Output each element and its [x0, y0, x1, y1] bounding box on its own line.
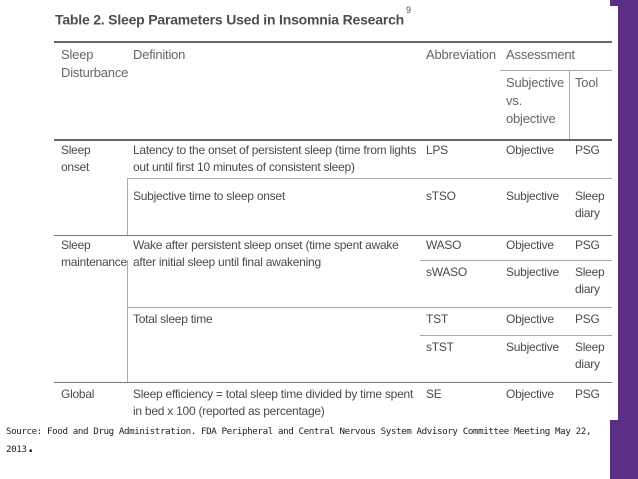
group-rule-onset [54, 235, 612, 236]
abbreviation-cell: sWASO [426, 265, 467, 279]
assessment-subheader-rule [500, 70, 612, 71]
row-rule-1 [127, 178, 612, 179]
assessment-cell: Subjective [506, 340, 559, 354]
tool-cell: PSG [575, 312, 600, 326]
tool-cell: Sleep diary [575, 189, 605, 220]
abbreviation-cell: sTSO [426, 189, 456, 203]
assessment-cell: Objective [506, 238, 554, 252]
group-global: Global [61, 387, 95, 401]
row-rule-2 [420, 260, 612, 261]
header-sleep-disturbance: Sleep Disturbance [61, 47, 129, 80]
definition-cell: Sleep efficiency = total sleep time divided by time spent in bed x 100 (reported as percentage) [133, 387, 414, 418]
assessment-cell: Objective [506, 143, 554, 157]
source-caption [6, 423, 604, 458]
maintenance-group-divider [127, 260, 128, 382]
header-definition: Definition [133, 47, 186, 62]
row-rule-4 [420, 335, 612, 336]
source-end-mark: . [26, 440, 35, 456]
row-rule-3 [127, 307, 612, 308]
abbreviation-cell: TST [426, 312, 448, 326]
header-subjective-vs-objective: Subjective vs. objective [506, 75, 564, 126]
table-title-text: Table 2. Sleep Parameters Used in Insomnia Research [55, 11, 405, 28]
tool-header-divider [569, 71, 570, 139]
assessment-cell: Subjective [506, 189, 559, 203]
table-title [55, 5, 411, 28]
abbreviation-cell: WASO [426, 238, 462, 252]
table-title-reference: 9 [406, 5, 411, 15]
abbreviation-cell: LPS [426, 143, 448, 157]
header-abbreviation: Abbreviation [426, 47, 496, 62]
assessment-cell: Objective [506, 312, 554, 326]
header-assessment: Assessment [506, 47, 575, 62]
onset-group-divider [127, 178, 128, 235]
tool-cell: PSG [575, 238, 600, 252]
group-sleep-maintenance: Sleep maintenance [61, 238, 127, 269]
group-rule-maintenance [54, 382, 612, 383]
definition-cell: Wake after persistent sleep onset (time spent awake after initial sleep until final awakening [133, 238, 399, 269]
tool-cell: Sleep diary [575, 340, 605, 371]
tool-cell: PSG [575, 143, 600, 157]
header-tool: Tool [575, 75, 599, 90]
definition-cell: Latency to the onset of persistent sleep (time from lights out until first 10 minutes of consistent sleep) [133, 143, 416, 174]
definition-cell: Subjective time to sleep onset [133, 189, 285, 203]
assessment-cell: Subjective [506, 265, 559, 279]
assessment-cell: Objective [506, 387, 554, 401]
tool-cell: Sleep diary [575, 265, 605, 296]
abbreviation-cell: SE [426, 387, 442, 401]
source-text: Source: Food and Drug Administration. FDA Peripheral and Central Nervous System Advisory Committee Meeting May 22, 2013 [6, 426, 591, 455]
tool-cell: PSG [575, 387, 600, 401]
group-sleep-onset: Sleep onset [61, 143, 91, 174]
header-top-rule [54, 41, 612, 43]
header-bottom-rule [54, 139, 612, 141]
definition-cell: Total sleep time [133, 312, 213, 326]
sleep-parameters-table [52, 6, 618, 420]
abbreviation-cell: sTST [426, 340, 454, 354]
